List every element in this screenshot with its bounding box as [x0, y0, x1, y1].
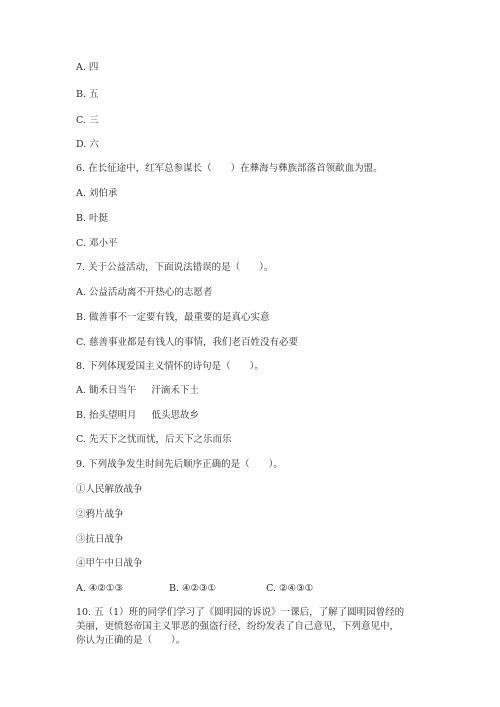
q8-option-b-second: 低头思故乡	[151, 410, 200, 421]
q8-option-a-second: 汗滴禾下土	[151, 385, 199, 396]
q9-item-2: ②鸦片战争	[76, 509, 124, 520]
q5-option-a: A. 四	[76, 62, 99, 73]
q9-item-3: ③抗日战争	[76, 534, 124, 545]
q6-option-c: C. 邓小平	[76, 238, 118, 249]
q9-option-c: C. ②④③①	[266, 583, 314, 594]
q5-option-c: C. 三	[76, 115, 99, 126]
q9-option-b: B. ④②③①	[168, 583, 217, 594]
q6-option-a: A. 刘伯承	[76, 188, 118, 199]
q8-option-b-first: B. 抬头望明月	[76, 410, 137, 421]
question-8-stem: 8. 下列体现爱国主义情怀的诗句是（ ）。	[76, 361, 264, 372]
q8-option-a-first: A. 锄禾日当午	[76, 385, 137, 396]
q6-option-b: B. 叶挺	[76, 213, 109, 224]
q8-option-b	[76, 409, 199, 422]
q9-item-4: ④甲午中日战争	[76, 558, 143, 569]
question-7-stem: 7. 关于公益活动，下面说法错误的是（ ）。	[76, 262, 274, 273]
q8-option-a	[76, 384, 199, 397]
question-10-line-3: 你认为正确的是（ ）。	[76, 635, 186, 646]
question-10-line-1: 10. 五（1）班的同学们学习了《圆明园的诉说》一课后，了解了圆明园曾经的	[76, 607, 405, 618]
q9-item-1: ①人民解放战争	[76, 484, 143, 495]
q9-options-row	[76, 582, 313, 595]
q5-option-d: D. 六	[76, 139, 99, 150]
q9-option-a: A. ④②①③	[76, 583, 123, 594]
q7-option-c: C. 慈善事业都是有钱人的事情，我们老百姓没有必要	[76, 337, 298, 348]
q7-option-b: B. 做善事不一定要有钱，最重要的是真心实意	[76, 312, 270, 323]
question-10-line-2: 美丽，更愤怒帝国主义罪恶的强盗行径，纷纷发表了自己意见，下列意见中，	[76, 621, 400, 632]
q8-option-c: C. 先天下之忧而忧，后天下之乐而乐	[76, 434, 232, 445]
question-9-stem: 9. 下列战争发生时间先后顺序正确的是（ ）。	[76, 459, 283, 470]
q5-option-b: B. 五	[76, 89, 99, 100]
question-6-stem: 6. 在长征途中，红军总参谋长（ ）在彝海与彝族部落首领歃血为盟。	[76, 163, 383, 174]
q7-option-a: A. 公益活动离不开热心的志愿者	[76, 287, 213, 298]
